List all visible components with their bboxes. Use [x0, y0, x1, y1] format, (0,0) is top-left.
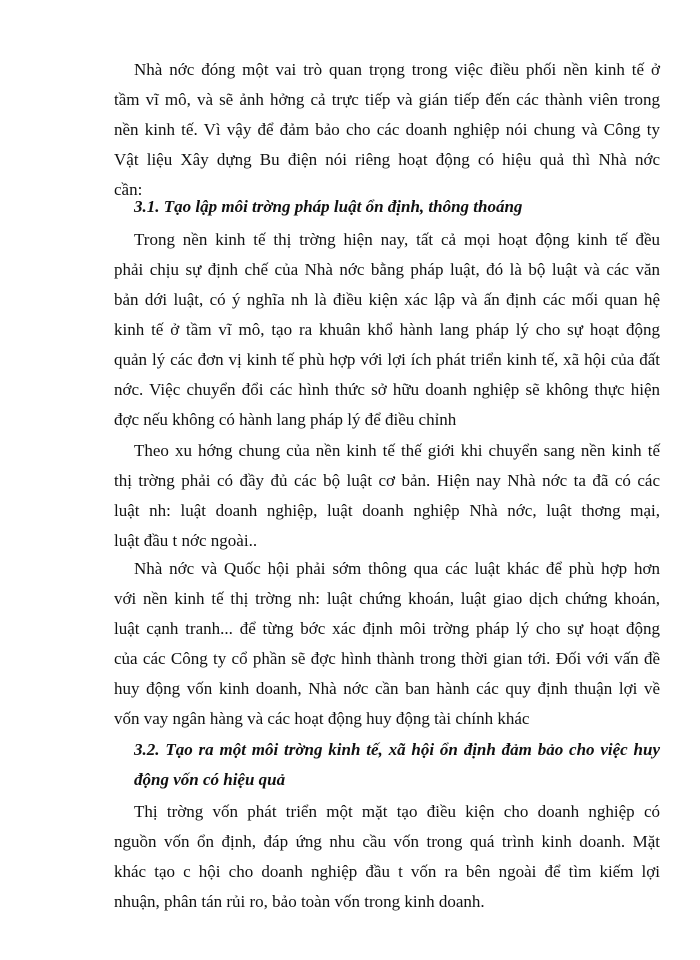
paragraph-laws [114, 436, 660, 556]
text-line: Theo xu hớng chung của nền kinh tế thế giới khi chuyển sang nền kinh tế [134, 441, 660, 460]
text-line: tầm vĩ mô, và sẽ ảnh hởng cả trực tiếp và gián tiếp đến các thành viên trong [114, 90, 660, 109]
text-line: khác tạo c hội cho doanh nghiệp đầu t vốn ra bên ngoài để tìm kiếm lợi [114, 862, 660, 881]
text-line: thị trờng phải có đầy đủ các bộ luật cơ bản. Hiện nay Nhà nớc ta đã có các [114, 471, 660, 490]
text-line: Trong nền kinh tế thị trờng hiện nay, tất cả mọi hoạt động kinh tế đều [134, 230, 660, 249]
text-line: Nhà nớc và Quốc hội phải sớm thông qua các luật khác để phù hợp hơn [134, 559, 660, 578]
text-line: huy động vốn kinh doanh, Nhà nớc cần ban hành các quy định thuận lợi về [114, 679, 660, 698]
text-line: phải chịu sự định chế của Nhà nớc bằng pháp luật, đó là bộ luật và các văn [114, 260, 660, 279]
paragraph-national-assembly [114, 554, 660, 734]
text-line: quản lý các đơn vị kinh tế phù hợp với lợi ích phát triển kinh tế, xã hội của đất [114, 350, 660, 369]
paragraph-intro [114, 55, 660, 205]
text-line: luật nh: luật doanh nghiệp, luật doanh nghiệp Nhà nớc, luật thơng mại, [114, 501, 660, 520]
section-heading-3-1 [134, 192, 660, 222]
paragraph-capital-market [114, 797, 660, 917]
heading-line: 3.1. Tạo lập môi trờng pháp luật ổn định, thông thoáng [134, 197, 523, 216]
text-line: bản dới luật, có ý nghĩa nh là điều kiện xác lập và ấn định các mối quan hệ [114, 290, 660, 309]
paragraph-legal-environment [114, 225, 660, 435]
text-line: với nền kinh tế thị trờng nh: luật chứng khoán, luật giao dịch chứng khoán, [114, 589, 660, 608]
text-line: cần: [114, 180, 143, 199]
text-line: nguồn vốn ổn định, đáp ứng nhu cầu vốn trong quá trình kinh doanh. Mặt [114, 832, 660, 851]
text-line: nền kinh tế. Vì vậy để đảm bảo cho các doanh nghiệp nói chung và Công ty [114, 120, 660, 139]
text-line: vốn vay ngân hàng và các hoạt động huy động tài chính khác [114, 709, 530, 728]
text-line: nhuận, phân tán rủi ro, bảo toàn vốn trong kinh doanh. [114, 892, 485, 911]
text-line: nớc. Việc chuyển đổi các hình thức sở hữu doanh nghiệp sẽ không thực hiện [114, 380, 660, 399]
text-line: Thị trờng vốn phát triển một mặt tạo điều kiện cho doanh nghiệp có [134, 802, 660, 821]
text-line: Vật liệu Xây dựng Bu điện nói riêng hoạt động có hiệu quả thì Nhà nớc [114, 150, 660, 169]
text-line: đợc nếu không có hành lang pháp lý để điều chỉnh [114, 410, 457, 429]
text-line: kinh tế ở tầm vĩ mô, tạo ra khuân khổ hành lang pháp lý cho sự hoạt động [114, 320, 660, 339]
heading-line: động vốn có hiệu quả [134, 770, 286, 789]
text-line: của các Công ty cổ phần sẽ đợc hình thành trong thời gian tới. Đối với vấn đề [114, 649, 660, 668]
heading-line: 3.2. Tạo ra một môi trờng kinh tế, xã hội ổn định đảm bảo cho việc huy [134, 740, 660, 759]
text-line: luật đầu t nớc ngoài.. [114, 531, 258, 550]
text-line: Nhà nớc đóng một vai trò quan trọng trong việc điều phối nền kinh tế ở [134, 60, 660, 79]
section-heading-3-2 [134, 735, 660, 795]
text-line: luật cạnh tranh... để từng bớc xác định môi trờng pháp lý cho sự hoạt động [114, 619, 660, 638]
